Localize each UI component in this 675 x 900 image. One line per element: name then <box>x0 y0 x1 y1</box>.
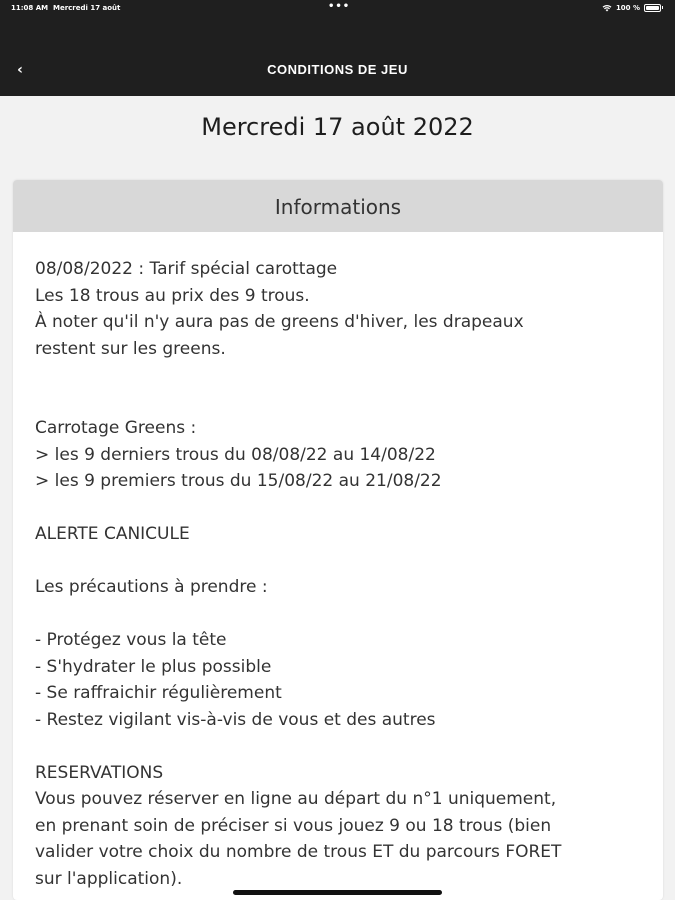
text-line: RESERVATIONS <box>35 762 164 783</box>
text-line: > les 9 premiers trous du 15/08/22 au 21/08/22 <box>35 471 442 491</box>
text-line: restent sur les greens. <box>35 338 226 359</box>
page-title: CONDITIONS DE JEU <box>267 62 408 77</box>
text-line: 08/08/2022 : Tarif spécial carottage <box>35 259 338 279</box>
wifi-icon <box>602 3 612 12</box>
blank-line <box>35 389 641 416</box>
text-line: Les précautions à prendre : <box>35 577 268 597</box>
battery-percent: 100 % <box>615 3 640 12</box>
text-line: - S'hydrater le plus possible <box>35 656 272 677</box>
blank-line <box>35 601 641 628</box>
card-body <box>13 232 663 892</box>
text-line: - Restez vigilant vis-à-vis de vous et des autres <box>35 709 436 730</box>
date-heading: Mercredi 17 août 2022 <box>201 113 474 141</box>
text-line: - Protégez vous la tête <box>35 630 227 650</box>
text-line: Les 18 trous au prix des 9 trous. <box>35 285 310 306</box>
text-line: sur l'application). <box>35 868 183 889</box>
text-line: À noter qu'il n'y aura pas de greens d'hiver, les drapeaux <box>35 312 524 332</box>
text-line: valider votre choix du nombre de trous ET du parcours FORET <box>35 842 562 862</box>
status-right <box>602 3 663 12</box>
top-bar <box>0 0 675 96</box>
blank-line <box>35 733 641 760</box>
text-line: > les 9 derniers trous du 08/08/22 au 14/08/22 <box>35 444 436 465</box>
text-line: ALERTE CANICULE <box>35 524 190 544</box>
text-line: Carrotage Greens : <box>35 418 197 438</box>
chevron-left-icon: ‹ <box>17 62 23 78</box>
status-bar <box>0 0 675 18</box>
battery-tip <box>662 6 663 9</box>
text-line: Vous pouvez réserver en ligne au départ du n°1 uniquement, <box>35 789 557 809</box>
home-indicator[interactable] <box>233 890 442 895</box>
status-time: 11:08 AM Mercredi 17 août <box>11 4 121 12</box>
card-header: Informations <box>13 180 663 232</box>
blank-line <box>35 548 641 575</box>
battery-icon <box>644 4 661 12</box>
information-card <box>13 180 663 900</box>
blank-line <box>35 495 641 522</box>
multitasking-dots-icon[interactable]: ••• <box>328 1 351 12</box>
text-line: en prenant soin de préciser si vous jouez 9 ou 18 trous (bien <box>35 815 552 836</box>
text-line: - Se raffraichir régulièrement <box>35 683 282 703</box>
blank-line <box>35 362 641 389</box>
